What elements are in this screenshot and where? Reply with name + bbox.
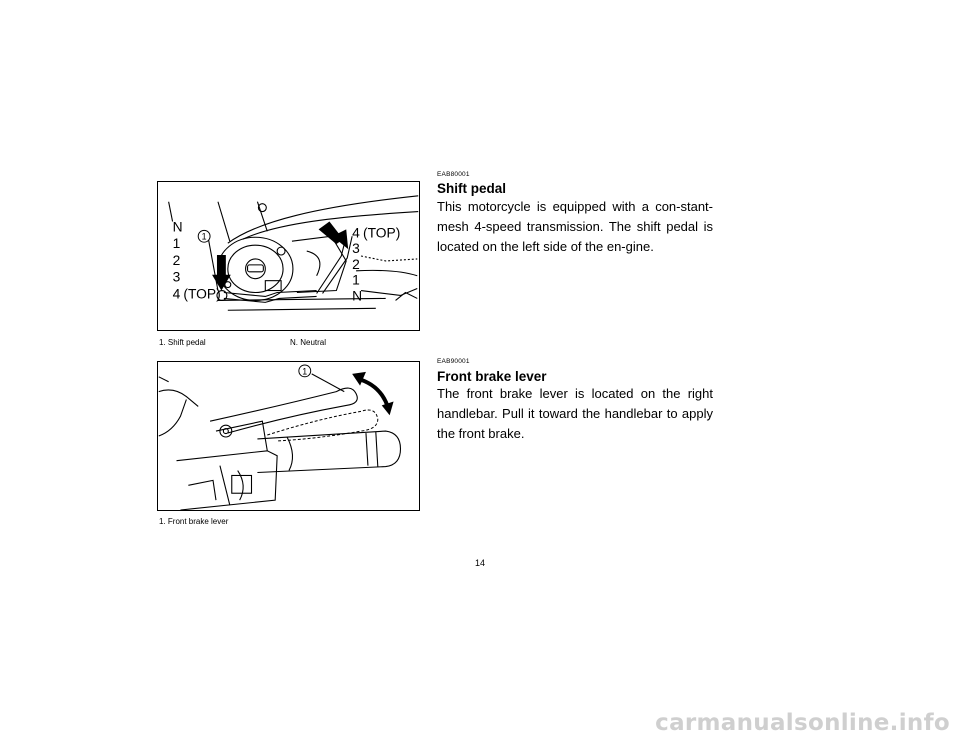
gear-right-top: (TOP) <box>362 224 401 241</box>
gear-left-2: 2 <box>172 251 181 268</box>
gear-right-3: 3 <box>352 240 360 257</box>
gear-left-1: 1 <box>172 235 181 252</box>
brake-caption-item: 1. Front brake lever <box>159 517 229 526</box>
shift-section-title: Shift pedal <box>437 181 507 196</box>
brake-section-code: EAB90001 <box>437 358 470 365</box>
shift-caption-item: 1. Shift pedal <box>159 338 206 347</box>
shift-pedal-illustration <box>157 181 420 331</box>
front-brake-lever-drawing <box>158 362 419 510</box>
brake-section-body: The front brake lever is located on the right handlebar. Pull it toward the handlebar to apply the front brake. <box>437 386 713 441</box>
brake-section-title: Front brake lever <box>437 369 547 384</box>
shift-section-body: This motorcycle is equipped with a con-stant-mesh 4-speed transmission. The shift pedal is located on the left side of the en-gine. <box>437 199 713 254</box>
gear-left-n: N <box>172 218 183 235</box>
front-brake-lever-illustration <box>157 361 420 511</box>
gear-left-3: 3 <box>172 268 181 285</box>
page-number: 14 <box>474 558 486 568</box>
brake-callout-number: 1 <box>302 366 308 377</box>
gear-right-n: N <box>352 287 363 304</box>
shift-pedal-drawing <box>158 182 419 330</box>
gear-right-4: 4 <box>352 224 360 241</box>
gear-left-top: (TOP) <box>183 285 221 302</box>
shift-section-code: EAB80001 <box>437 171 470 178</box>
shift-callout-number: 1 <box>201 231 207 242</box>
gear-right-2: 2 <box>352 255 360 272</box>
gear-right-1: 1 <box>352 271 360 288</box>
watermark: carmanualsonline.info <box>655 710 950 736</box>
gear-left-4: 4 <box>172 285 181 302</box>
shift-caption-note: N. Neutral <box>290 338 327 347</box>
